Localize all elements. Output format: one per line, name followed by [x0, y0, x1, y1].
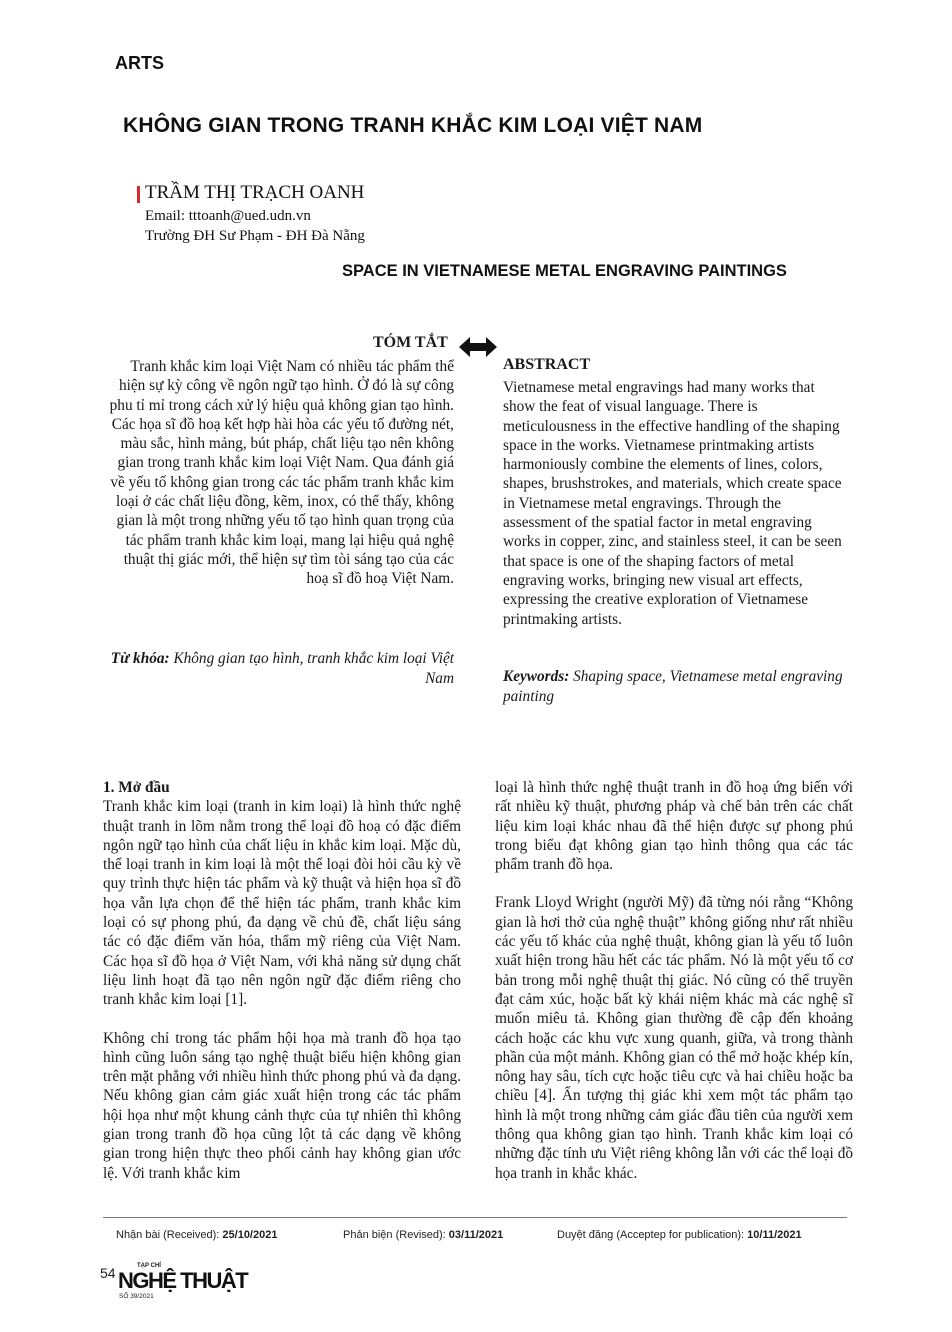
body-paragraph: Không chỉ trong tác phẩm hội họa mà tranh đồ họa tạo hình cũng luôn sáng tạo nghệ thuật biểu hiện không gian trên mặt phẳng với nhiều hình thức phong phú và đa dạng. Nếu không gian cảm giác xuất hiện trong các tác phẩm hội họa như một khung cảnh thực của tự nhiên thì không gian trong tranh đồ họa cũng lột tả các dạng về không gian trong hiện thực theo phối cảnh hay không gian ước lệ. Với tranh khắc kim — [103, 1029, 461, 1182]
abstract-vn-text: Tranh khắc kim loại Việt Nam có nhiều tác phẩm thể hiện sự kỳ công về ngôn ngữ tạo hình. Ở đó là sự công phu tỉ mỉ trong cách xử lý hiệu quả không gian tạo hình. Các họa sĩ đồ hoạ kết hợp hài hòa các yếu tố đường nét, màu sắc, hình mảng, bút pháp, chất liệu tạo nên không gian trong tranh khắc kim loại Việt Nam. Qua đánh giá về yếu tố không gian trong các tác phẩm tranh khắc kim loại ở các chất liệu đồng, kẽm, inox, có thể thấy, không gian là một trong những yếu tố tạo hình quan trọng của tác phẩm tranh khắc kim loại, mang lại hiệu quả nghệ thuật thị giác mới, thể hiện sự tìm tòi sáng tạo của các hoạ sĩ đồ hoạ Việt Nam. — [109, 358, 454, 588]
footer-divider — [103, 1217, 847, 1218]
received-date: 25/10/2021 — [222, 1229, 278, 1241]
keywords-vn-text: Không gian tạo hình, tranh khắc kim loại Việt Nam — [173, 650, 454, 687]
abstract-vn-heading: TÓM TẮT — [373, 334, 448, 351]
section-heading: 1. Mở đầu — [103, 779, 170, 796]
received-label: Nhận bài (Received): — [116, 1229, 220, 1241]
author-name: TRẦM THỊ TRẠCH OANH — [145, 182, 365, 203]
author-accent-bar — [137, 186, 140, 203]
section-tag: ARTS — [115, 53, 164, 73]
received-info — [116, 1229, 277, 1241]
body-left-column — [103, 778, 461, 1183]
page-number: 54 — [100, 1265, 116, 1281]
keywords-vn — [103, 649, 454, 689]
abstract-en-heading: ABSTRACT — [503, 356, 591, 373]
revised-label: Phản biện (Revised): — [343, 1229, 446, 1241]
journal-logo: NGHỆ THUẬT — [118, 1268, 248, 1293]
keywords-en — [503, 667, 845, 707]
accepted-info — [557, 1229, 802, 1241]
body-paragraph: Frank Lloyd Wright (người Mỹ) đã từng nói rằng “Không gian là hơi thở của nghệ thuật” không giống như rất nhiều các yếu tố khác của nghệ thuật, không gian là yếu tố luôn xuất hiện trong hầu hết các tác phẩm. Nó là một yếu tố cơ bản trong mỗi nghệ thuật thị giác. Nó cũng có thể truyền đạt cảm xúc, hoặc bất kỳ khái niệm khác mà các nghệ sĩ muốn miêu tả. Không gian thường đề cập đến khoảng cách hoặc các khu vực xung quanh, giữa, và trong thành phần của một mảnh. Không gian có thể mở hoặc khép kín, nông hay sâu, tích cực hoặc tiêu cực và hai chiều hoặc ba chiều [4]. Ấn tượng thị giác khi xem một tác phẩm tạo hình là một trong những cảm giác đầu tiên của người xem thông qua không gian tạo hình. Tranh khắc kim loại có những đặc tính ưu Việt riêng không lẫn với các thể loại đồ họa tranh in khắc khác. — [495, 894, 853, 1182]
abstract-en-text: Vietnamese metal engravings had many works that show the feat of visual language. There is meticulousness in the effective handling of the shaping space in the works. Vietnamese printmaking artists harmoniously combine the elements of lines, colors, shapes, brushstrokes, and materials, which create space in Vietnamese metal engravings. Through the assessment of the spatial factor in metal engraving works in copper, zinc, and stainless steel, it can be seen that space is one of the shaping factors of metal engraving works, bringing new visual art effects, expressing the creative exploration of Vietnamese printmaking artists. — [503, 379, 842, 628]
journal-issue: SỐ 39/2021 — [119, 1293, 154, 1300]
article-title: KHÔNG GIAN TRONG TRANH KHẮC KIM LOẠI VIỆT NAM — [123, 114, 703, 137]
author-affiliation: Trường ĐH Sư Phạm - ĐH Đà Nẵng — [145, 228, 365, 244]
double-arrow-icon — [459, 336, 497, 358]
journal-small-label: TẠP CHÍ — [137, 1263, 161, 1269]
english-title: SPACE IN VIETNAMESE METAL ENGRAVING PAINTINGS — [342, 262, 787, 280]
accepted-label: Duyệt đăng (Acceptep for publication): — [557, 1229, 745, 1241]
body-right-column — [495, 778, 853, 1183]
revised-info — [343, 1229, 503, 1241]
keywords-vn-label: Từ khóa: — [110, 650, 170, 667]
body-paragraph: Tranh khắc kim loại (tranh in kim loại) là hình thức nghệ thuật tranh in lõm nằm trong thể loại đồ hoạ có đặc điểm ngôn ngữ tạo hình của chất liệu in khắc kim loại. Mặc dù, thể loại tranh in kim loại là một thể loại đòi hỏi cầu kỳ về quy trình thực hiện tác phẩm và kỹ thuật và hiện họa sĩ đồ họa vẫn lựa chọn để thể hiện tác phẩm, tranh khắc kim loại có sự phong phú, đa dạng về chủ đề, chất liệu sáng tác có đặc điểm văn hóa, thẩm mỹ riêng của Việt Nam. Các họa sĩ đồ họa ở Việt Nam, với khả năng sử dụng chất liệu linh hoạt đã tạo nên ngôn ngữ đặc điểm riêng cho tranh khắc kim loại [1]. — [103, 798, 461, 1009]
accepted-date: 10/11/2021 — [747, 1229, 802, 1241]
body-paragraph: loại là hình thức nghệ thuật tranh in đồ hoạ ứng biến với rất nhiều kỹ thuật, phương pháp và chế bản trên các chất liệu kim loại khác nhau đã thể hiện được sự phong phú trong biểu đạt không gian tạo hình thông qua các tác phẩm tranh đồ họa. — [495, 779, 853, 874]
keywords-en-label: Keywords: — [503, 668, 570, 685]
revised-date: 03/11/2021 — [448, 1229, 504, 1241]
author-email: Email: tttoanh@ued.udn.vn — [145, 208, 311, 224]
keywords-en-text: Shaping space, Vietnamese metal engraving painting — [503, 668, 843, 705]
